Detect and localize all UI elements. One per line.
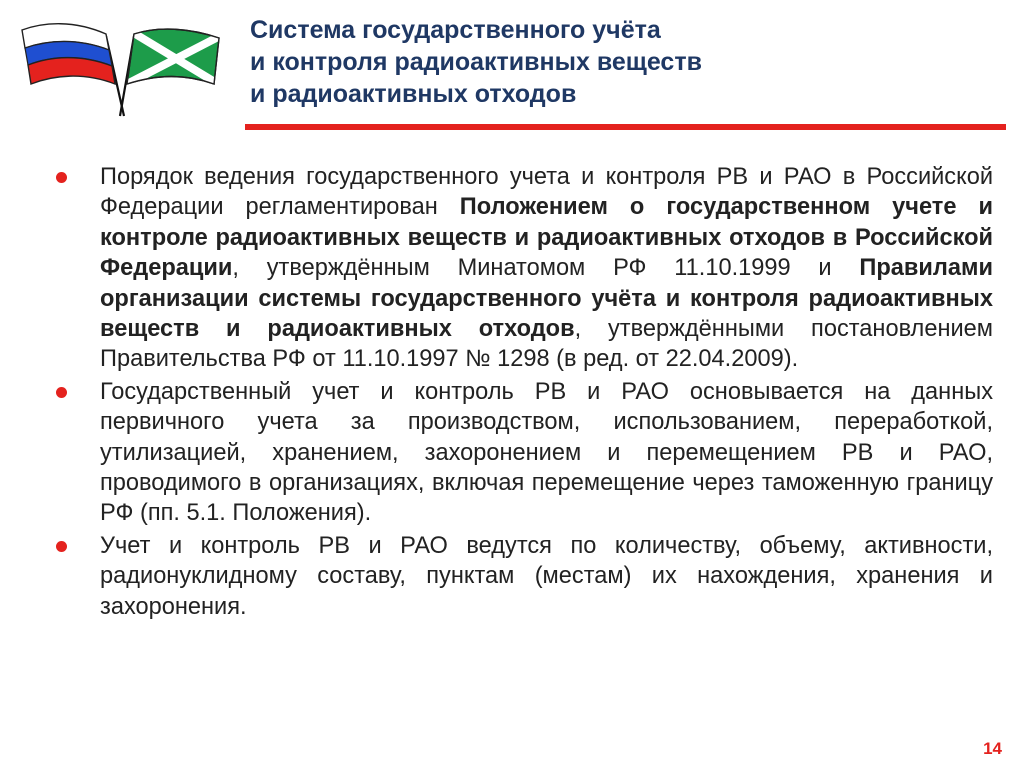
text-segment: , утверждёнными постановлением Правительства РФ от 11.10.1997 № 1298 (в ред. от 22.04.2009).	[100, 316, 994, 373]
bullet-dot-icon	[56, 541, 67, 552]
text-segment: , утверждённым Минатомом РФ 11.10.1999 и	[232, 255, 860, 282]
page-number: 14	[983, 739, 1002, 758]
flags-illustration	[14, 18, 229, 118]
bullet-item-3	[56, 531, 993, 622]
text-segment: Учет и контроль РВ и РАО ведутся по количеству, объему, активности, радионуклидному составу, пунктам (местам) их нахождения, хранения и захоронения.	[100, 532, 993, 620]
russian-flag-icon	[22, 24, 124, 116]
bullet-text	[100, 531, 993, 622]
bold-text-segment: Положением о государственном учете и контроле радиоактивных веществ и радиоактивных отходов в Российской Федерации	[100, 194, 993, 282]
bullet-text	[100, 377, 993, 529]
rosatom-green-flag-icon	[120, 29, 220, 116]
bullet-dot-icon	[56, 387, 67, 398]
bullet-item-2	[56, 377, 993, 529]
title-divider	[245, 124, 1006, 130]
bullet-list	[56, 162, 993, 622]
bullet-item-1	[56, 162, 993, 375]
text-segment: Порядок ведения государственного учета и контроля РВ и РАО в Российской Федерации регламентирован	[100, 164, 993, 221]
title-line-1: Система государственного учёта	[250, 16, 661, 44]
bullet-text	[100, 162, 993, 375]
title-line-2: и контроля радиоактивных веществ	[250, 48, 702, 76]
text-segment: Государственный учет и контроль РВ и РАО основывается на данных первичного учета за производством, использованием, переработкой, утилизацией, хранением, захоронением и перемещением РВ и РАО, проводимого в организациях, включая перемещение через таможенную границу РФ (пп. 5.1. Положения).	[100, 378, 993, 527]
page-title	[250, 14, 970, 110]
bullet-dot-icon	[56, 172, 67, 183]
flags-group	[14, 18, 229, 118]
bold-text-segment: Правилами организации системы государственного учёта и контроля радиоактивных веществ и радиоактивных отходов	[100, 255, 993, 343]
title-line-3: и радиоактивных отходов	[250, 80, 577, 108]
